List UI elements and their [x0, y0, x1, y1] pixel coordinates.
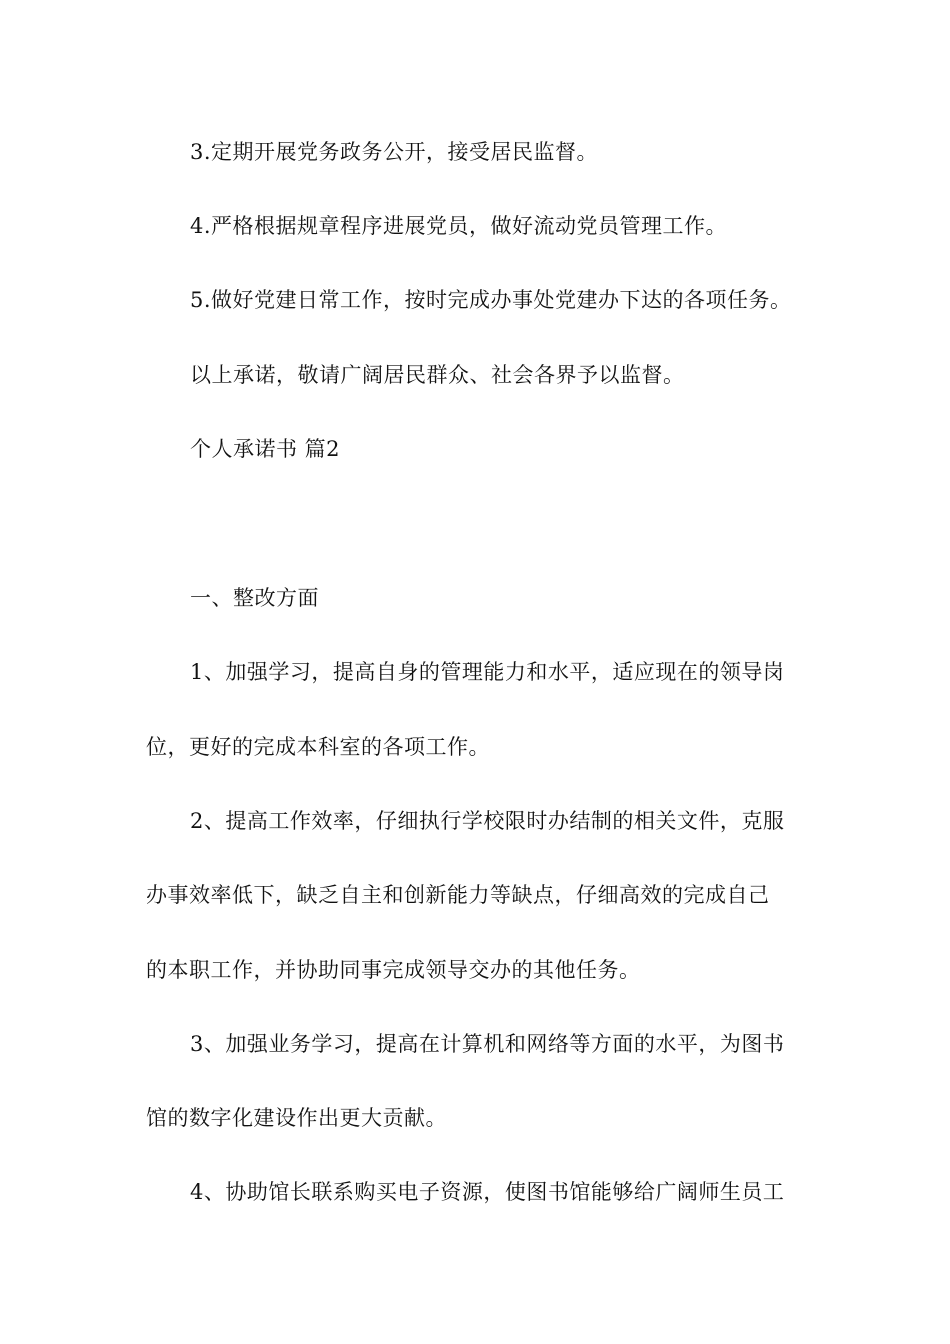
- paragraph-item-3: 3.定期开展党务政务公开，接受居民监督。: [190, 140, 599, 164]
- paragraph-line: 的本职工作，并协助同事完成领导交办的其他任务。: [146, 958, 641, 982]
- paragraph-line: 1、加强学习，提高自身的管理能力和水平，适应现在的领导岗: [190, 660, 785, 684]
- paragraph-line: 4、协助馆长联系购买电子资源，使图书馆能够给广阔师生员工: [190, 1180, 785, 1204]
- paragraph-line: 馆的数字化建设作出更大贡献。: [146, 1106, 447, 1130]
- paragraph-item-4: 4.严格根据规章程序进展党员，做好流动党员管理工作。: [190, 214, 728, 238]
- paragraph-line: 办事效率低下，缺乏自主和创新能力等缺点，仔细高效的完成自己: [146, 883, 770, 907]
- subsection-heading: 一、整改方面: [190, 586, 319, 610]
- paragraph-line: 位，更好的完成本科室的各项工作。: [146, 735, 490, 759]
- closing-statement: 以上承诺，敬请广阔居民群众、社会各界予以监督。: [190, 363, 685, 387]
- paragraph-line: 2、提高工作效率，仔细执行学校限时办结制的相关文件，克服: [190, 809, 785, 833]
- paragraph-line: 3、加强业务学习，提高在计算机和网络等方面的水平，为图书: [190, 1032, 785, 1056]
- paragraph-item-5: 5.做好党建日常工作，按时完成办事处党建办下达的各项任务。: [190, 288, 792, 312]
- section-title: 个人承诺书 篇2: [190, 437, 341, 461]
